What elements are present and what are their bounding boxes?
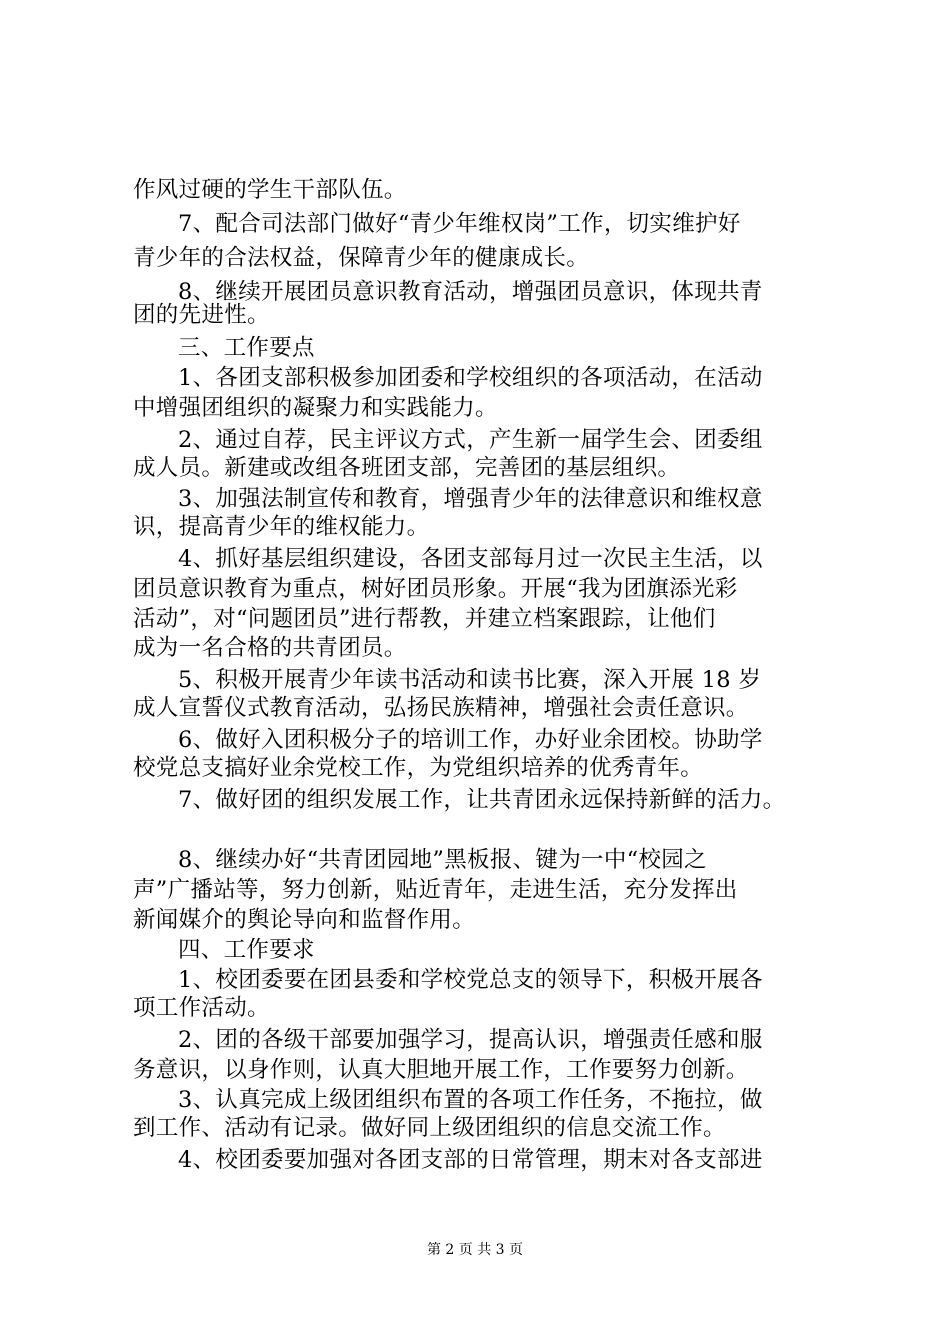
body-line: 识，提高青少年的维权能力。 <box>133 514 430 540</box>
body-line: 8、继续办好“共青团园地”黑板报、键为一中“校园之 <box>178 847 707 873</box>
body-line: 成人宣誓仪式教育活动，弘扬民族精神，增强社会责任意识。 <box>133 695 749 721</box>
body-line: 7、配合司法部门做好“青少年维权岗”工作，切实维护好 <box>178 211 741 237</box>
body-line: 8、继续开展团员意识教育活动，增强团员意识，体现共青 <box>178 279 763 305</box>
page-number-footer: 第 2 页 共 3 页 <box>426 1242 524 1258</box>
body-line: 活动”，对“问题团员”进行帮教，并建立档案跟踪，让他们 <box>133 606 716 632</box>
body-line: 4、校团委要加强对各团支部的日常管理，期末对各支部进 <box>178 1147 763 1173</box>
body-line: 3、加强法制宣传和教育，增强青少年的法律意识和维权意 <box>178 486 763 512</box>
body-line: 团员意识教育为重点，树好团员形象。开展“我为团旗添光彩 <box>133 576 738 602</box>
body-line: 2、通过自荐，民主评议方式，产生新一届学生会、团委组 <box>178 427 763 453</box>
body-line: 务意识，以身作则，认真大胆地开展工作，工作要努力创新。 <box>133 1057 749 1083</box>
body-line: 校党总支搞好业余党校工作，为党组织培养的优秀青年。 <box>133 755 704 781</box>
body-line: 5、积极开展青少年读书活动和读书比赛，深入开展 18 岁 <box>178 667 762 693</box>
body-line: 中增强团组织的凝聚力和实践能力。 <box>133 395 498 421</box>
body-line: 6、做好入团积极分子的培训工作，办好业余团校。协助学 <box>178 727 763 753</box>
body-line: 1、校团委要在团县委和学校党总支的领导下，积极开展各 <box>178 967 763 993</box>
body-line: 项工作活动。 <box>133 995 270 1021</box>
body-line: 3、认真完成上级团组织布置的各项工作任务，不拖拉，做 <box>178 1087 763 1113</box>
body-line: 4、抓好基层组织建设，各团支部每月过一次民主生活，以 <box>178 546 763 572</box>
body-line: 青少年的合法权益，保障青少年的健康成长。 <box>133 245 590 271</box>
section-heading: 三、工作要点 <box>178 335 315 361</box>
body-line: 声”广播站等，努力创新，贴近青年，走进生活，充分发挥出 <box>133 877 738 903</box>
body-line: 作风过硬的学生干部队伍。 <box>133 177 407 203</box>
body-line: 到工作、活动有记录。做好同上级团组织的信息交流工作。 <box>133 1115 726 1141</box>
body-line: 团的先进性。 <box>133 302 270 328</box>
body-line: 7、做好团的组织发展工作，让共青团永远保持新鲜的活力。 <box>178 787 786 813</box>
body-line: 新闻媒介的舆论导向和监督作用。 <box>133 907 476 933</box>
section-heading: 四、工作要求 <box>178 937 315 963</box>
body-line: 1、各团支部积极参加团委和学校组织的各项活动，在活动 <box>178 365 763 391</box>
body-line: 成人员。新建或改组各班团支部，完善团的基层组织。 <box>133 455 681 481</box>
body-line: 成为一名合格的共青团员。 <box>133 635 407 661</box>
body-line: 2、团的各级干部要加强学习，提高认识，增强责任感和服 <box>178 1027 763 1053</box>
